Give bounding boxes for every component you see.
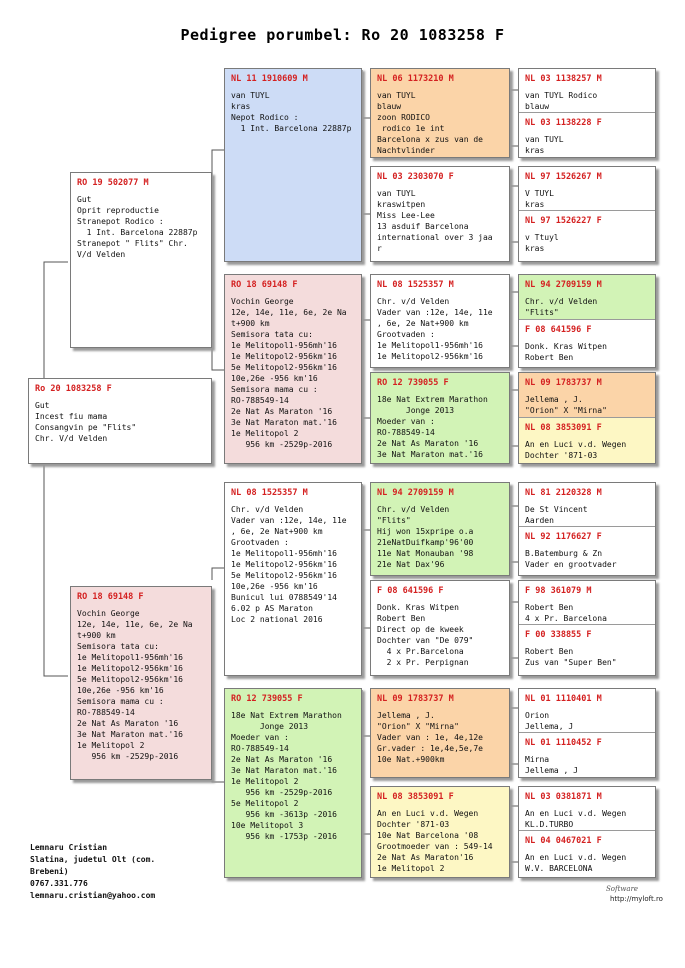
info-line: Barcelona x zus van de bbox=[377, 135, 483, 144]
g4-lines bbox=[519, 293, 655, 318]
info-line: Chr. v/d Velden bbox=[377, 297, 450, 306]
g4-ring[interactable]: NL 04 0467021 F bbox=[519, 830, 655, 849]
info-line: 1e Melitopol 2 bbox=[231, 777, 299, 786]
info-line: Jonge 2013 bbox=[377, 406, 455, 415]
fff-card[interactable] bbox=[370, 68, 510, 158]
ff-card[interactable] bbox=[224, 68, 362, 262]
info-line: 2e Nat As Maraton '16 bbox=[231, 755, 333, 764]
g4-lines bbox=[519, 599, 655, 624]
subject-card[interactable] bbox=[28, 378, 212, 464]
info-line: Chr. v/d Velden bbox=[525, 297, 598, 306]
info-line: 956 km -2529p-2016 bbox=[231, 788, 333, 797]
ffm-ring: NL 03 2303070 F bbox=[377, 172, 454, 182]
info-line: 10e,26e -956 km'16 bbox=[231, 582, 318, 591]
owner-email[interactable]: lemnaru.cristian@yahoo.com bbox=[30, 891, 156, 900]
info-line: Incest fiu mama bbox=[35, 412, 108, 421]
info-line: "Flits" bbox=[377, 516, 411, 525]
info-line: rodico 1e int bbox=[377, 124, 445, 133]
info-line: 1e Melitopol 2 bbox=[377, 864, 445, 873]
info-line: An en Luci v.d. Wegen bbox=[525, 853, 627, 862]
fmf-ring: NL 08 1525357 M bbox=[377, 280, 454, 290]
info-line: 3e Nat Maraton mat.'16 bbox=[231, 766, 337, 775]
mm-ring: RO 12 739055 F bbox=[231, 694, 303, 704]
info-line: Chr. v/d Velden bbox=[231, 505, 304, 514]
info-line: 2e Nat As Maraton '16 bbox=[231, 407, 333, 416]
info-line: RO-788549-14 bbox=[77, 708, 135, 717]
info-line: Chr. v/d Velden bbox=[377, 505, 450, 514]
info-line: Donk. Kras Witpen bbox=[525, 342, 607, 351]
info-line: Vader en grootvader bbox=[525, 560, 617, 569]
info-line: Gr.vader : 1e,4e,5e,7e bbox=[377, 744, 483, 753]
info-line: 12e, 14e, 11e, 6e, 2e Na bbox=[77, 620, 193, 629]
ff-ring: NL 11 1910609 M bbox=[231, 74, 308, 84]
father-lines bbox=[71, 191, 211, 260]
info-line: Vader van : 1e, 4e,12e bbox=[377, 733, 483, 742]
fff-ring: NL 06 1173210 M bbox=[377, 74, 454, 84]
fm-ring: RO 18 69148 F bbox=[231, 280, 298, 290]
info-line: KL.D.TURBO bbox=[525, 820, 574, 829]
info-line: zoon RODICO bbox=[377, 113, 430, 122]
info-line: 956 km -2529p-2016 bbox=[231, 440, 333, 449]
info-line: kras bbox=[231, 102, 251, 111]
info-line: Nachtvlinder bbox=[377, 146, 435, 155]
fmm-card[interactable] bbox=[370, 372, 510, 464]
g4-lines bbox=[519, 849, 655, 874]
father-card[interactable] bbox=[70, 172, 212, 348]
info-line: 1e Melitopol2-956km'16 bbox=[231, 560, 337, 569]
info-line: Robert Ben bbox=[377, 614, 426, 623]
g4-lines bbox=[519, 643, 655, 668]
info-line: "Flits" bbox=[525, 308, 559, 317]
info-line: Miss Lee-Lee bbox=[377, 211, 435, 220]
fm-lines bbox=[225, 293, 361, 450]
g4-ring[interactable]: NL 01 1110452 F bbox=[519, 732, 655, 751]
g4-pair-5 bbox=[518, 482, 656, 576]
mm-card[interactable] bbox=[224, 688, 362, 878]
ffm-card[interactable] bbox=[370, 166, 510, 262]
mff-ring: NL 94 2709159 M bbox=[377, 488, 454, 498]
g4-ring[interactable]: NL 08 3853091 F bbox=[525, 423, 602, 433]
mmf-lines bbox=[371, 707, 509, 765]
info-line: V TUYL bbox=[525, 189, 554, 198]
info-line: , 6e, 2e Nat+900 km bbox=[377, 319, 469, 328]
mff-card[interactable] bbox=[370, 482, 510, 576]
info-line: 2e Nat As Maraton '16 bbox=[77, 719, 179, 728]
g4-ring[interactable]: F 98 361079 M bbox=[525, 586, 592, 596]
owner-info bbox=[30, 842, 155, 902]
g4-ring[interactable]: NL 92 1176627 F bbox=[519, 526, 655, 545]
g4-pair-1 bbox=[518, 68, 656, 158]
g4-ring[interactable]: F 08 641596 F bbox=[525, 325, 592, 335]
info-line: Bunicul lui 0788549'14 bbox=[231, 593, 337, 602]
g4-lines bbox=[519, 185, 655, 210]
info-line: 1e Melitopol1-956mh'16 bbox=[377, 341, 483, 350]
info-line: Semisora tata cu: bbox=[77, 642, 159, 651]
g4-lines bbox=[519, 751, 655, 776]
info-line: Chr. V/d Velden bbox=[35, 434, 108, 443]
info-line: 1e Melitopol2-956km'16 bbox=[231, 352, 337, 361]
mm-lines bbox=[225, 707, 361, 842]
info-line: kraswitpen bbox=[377, 200, 426, 209]
info-line: 2e Nat As Maraton '16 bbox=[377, 439, 479, 448]
info-line: 2 x Pr. Perpignan bbox=[377, 658, 469, 667]
info-line: 18e Nat Extrem Marathon bbox=[377, 395, 488, 404]
info-line: 5e Melitopol 2 bbox=[231, 799, 299, 808]
info-line: An en Luci v.d. Wegen bbox=[525, 440, 627, 449]
info-line: 3e Nat Maraton mat.'16 bbox=[377, 450, 483, 459]
g4-ring[interactable]: NL 97 1526267 M bbox=[525, 172, 602, 182]
info-line: Jonge 2013 bbox=[231, 722, 309, 731]
subject-lines bbox=[29, 397, 211, 444]
info-line: Jellema, J bbox=[525, 722, 574, 731]
info-line: Jellema , J. bbox=[525, 395, 583, 404]
mfm-ring: F 08 641596 F bbox=[377, 586, 444, 596]
g4-ring[interactable]: NL 94 2709159 M bbox=[525, 280, 602, 290]
g4-ring[interactable]: NL 81 2120328 M bbox=[525, 488, 602, 498]
info-line: international over 3 jaa bbox=[377, 233, 493, 242]
info-line: Moeder van : bbox=[231, 733, 289, 742]
info-line: Zus van "Super Ben" bbox=[525, 658, 617, 667]
info-line: Semisora mama cu : bbox=[231, 385, 318, 394]
mother-card[interactable] bbox=[70, 586, 212, 780]
info-line: RO-788549-14 bbox=[231, 744, 289, 753]
info-line: An en Luci v.d. Wegen bbox=[525, 809, 627, 818]
g4-lines bbox=[519, 87, 655, 112]
g4-ring[interactable]: NL 03 1138257 M bbox=[525, 74, 602, 84]
mf-card[interactable] bbox=[224, 482, 362, 676]
mmf-card[interactable] bbox=[370, 688, 510, 778]
info-line: Consangvin pe "Flits" bbox=[35, 423, 137, 432]
mfm-lines bbox=[371, 599, 509, 668]
info-line: 1e Melitopol1-956mh'16 bbox=[231, 549, 337, 558]
info-line: Gut bbox=[77, 195, 92, 204]
info-line: Mirna bbox=[525, 755, 550, 764]
info-line: RO-788549-14 bbox=[377, 428, 435, 437]
info-line: Grootmoeder van : 549-14 bbox=[377, 842, 493, 851]
info-line: Robert Ben bbox=[525, 353, 574, 362]
info-line: Vochin George bbox=[77, 609, 140, 618]
mmf-ring: NL 09 1783737 M bbox=[377, 694, 454, 704]
mfm-card[interactable] bbox=[370, 580, 510, 676]
mff-lines bbox=[371, 501, 509, 570]
g4-ring[interactable]: NL 01 1110401 M bbox=[525, 694, 602, 704]
info-line: 4 x Pr.Barcelona bbox=[377, 647, 464, 656]
info-line: 10e,26e -956 km'16 bbox=[77, 686, 164, 695]
g4-pair-7 bbox=[518, 688, 656, 778]
info-line: van TUYL bbox=[377, 189, 416, 198]
g4-ring[interactable]: F 00 338855 F bbox=[519, 624, 655, 643]
fmf-lines bbox=[371, 293, 509, 362]
fff-lines bbox=[371, 87, 509, 156]
info-line: Grootvaden : bbox=[377, 330, 435, 339]
g4-lines bbox=[519, 338, 655, 363]
mother-ring: RO 18 69148 F bbox=[77, 592, 144, 602]
g4-lines bbox=[519, 707, 655, 732]
info-line: 5e Melitopol2-956km'16 bbox=[231, 571, 337, 580]
subject-ring: Ro 20 1083258 F bbox=[35, 384, 112, 394]
father-ring: RO 19 502077 M bbox=[77, 178, 149, 188]
info-line: 6.02 p AS Maraton bbox=[231, 604, 313, 613]
owner-name: Lemnaru Cristian bbox=[30, 843, 108, 852]
info-line: W.V. BARCELONA bbox=[525, 864, 593, 873]
info-line: , 6e, 2e Nat+900 km bbox=[231, 527, 323, 536]
info-line: RO-788549-14 bbox=[231, 396, 289, 405]
owner-address-cont: Brebeni) bbox=[30, 867, 69, 876]
info-line: van TUYL bbox=[377, 91, 416, 100]
info-line: Gut bbox=[35, 401, 50, 410]
info-line: 10e Melitopol 3 bbox=[231, 821, 304, 830]
info-line: Dochter van "De 079" bbox=[377, 636, 474, 645]
info-line: Dochter '871-03 bbox=[525, 451, 598, 460]
info-line: Grootvaden : bbox=[231, 538, 289, 547]
info-line: Stranepot Rodico : bbox=[77, 217, 164, 226]
info-line: 3e Nat Maraton mat.'16 bbox=[231, 418, 337, 427]
mmm-card[interactable] bbox=[370, 786, 510, 878]
g4-ring[interactable]: NL 03 0381871 M bbox=[525, 792, 602, 802]
info-line: van TUYL bbox=[525, 135, 564, 144]
info-line: Jellema , J. bbox=[377, 711, 435, 720]
mmm-ring: NL 08 3853091 F bbox=[377, 792, 454, 802]
info-line: An en Luci v.d. Wegen bbox=[377, 809, 479, 818]
info-line: Aarden bbox=[525, 516, 554, 525]
info-line: 5e Melitopol2-956km'16 bbox=[231, 363, 337, 372]
info-line: blauw bbox=[525, 102, 550, 111]
g4-ring[interactable]: NL 97 1526227 F bbox=[519, 210, 655, 229]
info-line: 10e Nat Barcelona '08 bbox=[377, 831, 479, 840]
info-line: 1e Melitopol2-956km'16 bbox=[77, 664, 183, 673]
mf-lines bbox=[225, 501, 361, 625]
info-line: 956 km -2529p-2016 bbox=[77, 752, 179, 761]
g4-pair-4 bbox=[518, 372, 656, 464]
info-line: Stranepot " Flits" Chr. bbox=[77, 239, 188, 248]
info-line: Nepot Rodico : bbox=[231, 113, 299, 122]
owner-phone: 0767.331.776 bbox=[30, 879, 88, 888]
info-line: Loc 2 national 2016 bbox=[231, 615, 323, 624]
info-line: 21e Nat Dax'96 bbox=[377, 560, 445, 569]
info-line: B.Batemburg & Zn bbox=[525, 549, 603, 558]
g4-lines bbox=[519, 501, 655, 526]
info-line: van TUYL Rodico bbox=[525, 91, 598, 100]
info-line: Vader van :12e, 14e, 11e bbox=[377, 308, 493, 317]
site-url-link[interactable]: http://myloft.ro bbox=[610, 895, 663, 903]
fmf-card[interactable] bbox=[370, 274, 510, 368]
info-line: 1 Int. Barcelona 22887p bbox=[231, 124, 352, 133]
info-line: Hij won 15xpripe o.a bbox=[377, 527, 474, 536]
g4-pair-3 bbox=[518, 274, 656, 368]
info-line: 956 km -1753p -2016 bbox=[231, 832, 337, 841]
info-line: 5e Melitopol2-956km'16 bbox=[77, 675, 183, 684]
info-line: 956 km -3613p -2016 bbox=[231, 810, 337, 819]
software-logo: Software bbox=[606, 885, 639, 893]
info-line: Semisora tata cu: bbox=[231, 330, 313, 339]
ffm-lines bbox=[371, 185, 509, 254]
info-line: kras bbox=[525, 244, 545, 253]
info-line: 18e Nat Extrem Marathon bbox=[231, 711, 342, 720]
g4-pair-2 bbox=[518, 166, 656, 262]
info-line: 1 Int. Barcelona 22887p bbox=[77, 228, 198, 237]
info-line: r bbox=[377, 244, 382, 253]
page-title: Pedigree porumbel: Ro 20 1083258 F bbox=[180, 26, 505, 44]
fm-card[interactable] bbox=[224, 274, 362, 464]
info-line: kras bbox=[525, 200, 545, 209]
info-line: Jellema , J bbox=[525, 766, 578, 775]
info-line: kras bbox=[525, 146, 545, 155]
info-line: 1e Melitopol 2 bbox=[231, 429, 299, 438]
info-line: De St Vincent bbox=[525, 505, 588, 514]
info-line: 10e,26e -956 km'16 bbox=[231, 374, 318, 383]
info-line: blauw bbox=[377, 102, 402, 111]
g4-lines bbox=[519, 391, 655, 416]
ff-lines bbox=[225, 87, 361, 134]
info-line: Direct op de kweek bbox=[377, 625, 464, 634]
g4-ring[interactable]: NL 09 1783737 M bbox=[525, 378, 602, 388]
info-line: t+900 km bbox=[77, 631, 116, 640]
info-line: Oprit reproductie bbox=[77, 206, 159, 215]
info-line: 1e Melitopol 2 bbox=[77, 741, 145, 750]
info-line: t+900 km bbox=[231, 319, 270, 328]
info-line: 1e Melitopol1-956mh'16 bbox=[77, 653, 183, 662]
info-line: Semisora mama cu : bbox=[77, 697, 164, 706]
info-line: 2e Nat As Maraton'16 bbox=[377, 853, 474, 862]
fmm-ring: RO 12 739055 F bbox=[377, 378, 449, 388]
g4-lines bbox=[519, 545, 655, 570]
g4-lines bbox=[519, 131, 655, 156]
g4-pair-6 bbox=[518, 580, 656, 676]
g4-pair-3-lower bbox=[519, 319, 655, 367]
info-line: 1e Melitopol2-956km'16 bbox=[377, 352, 483, 361]
g4-lines bbox=[519, 436, 655, 461]
info-line: 13 asduif Barcelona bbox=[377, 222, 469, 231]
mother-lines bbox=[71, 605, 211, 762]
info-line: Dochter '871-03 bbox=[377, 820, 450, 829]
info-line: van TUYL bbox=[231, 91, 270, 100]
info-line: Moeder van : bbox=[377, 417, 435, 426]
mmm-lines bbox=[371, 805, 509, 874]
info-line: 3e Nat Maraton mat.'16 bbox=[77, 730, 183, 739]
info-line: 11e Nat Monauban '98 bbox=[377, 549, 474, 558]
info-line: "Orion" X "Mirna" bbox=[525, 406, 607, 415]
g4-lines bbox=[519, 805, 655, 830]
g4-lines bbox=[519, 229, 655, 254]
g4-pair-8 bbox=[518, 786, 656, 878]
info-line: Vochin George bbox=[231, 297, 294, 306]
info-line: 1e Melitopol1-956mh'16 bbox=[231, 341, 337, 350]
g4-ring[interactable]: NL 03 1138228 F bbox=[519, 112, 655, 131]
owner-address: Slatina, judetul Olt (com. bbox=[30, 855, 156, 864]
mf-ring: NL 08 1525357 M bbox=[231, 488, 308, 498]
info-line: 12e, 14e, 11e, 6e, 2e Na bbox=[231, 308, 347, 317]
info-line: 21eNatDuifkamp'96'00 bbox=[377, 538, 474, 547]
info-line: Vader van :12e, 14e, 11e bbox=[231, 516, 347, 525]
info-line: "Orion" X "Mirna" bbox=[377, 722, 459, 731]
info-line: Robert Ben bbox=[525, 603, 574, 612]
info-line: 4 x Pr. Barcelona bbox=[525, 614, 607, 623]
fmm-lines bbox=[371, 391, 509, 460]
info-line: Donk. Kras Witpen bbox=[377, 603, 459, 612]
info-line: Orion bbox=[525, 711, 550, 720]
info-line: v Ttuyl bbox=[525, 233, 559, 242]
info-line: V/d Velden bbox=[77, 250, 126, 259]
g4-pair-4-lower bbox=[519, 417, 655, 463]
info-line: 10e Nat.+900km bbox=[377, 755, 445, 764]
info-line: Robert Ben bbox=[525, 647, 574, 656]
